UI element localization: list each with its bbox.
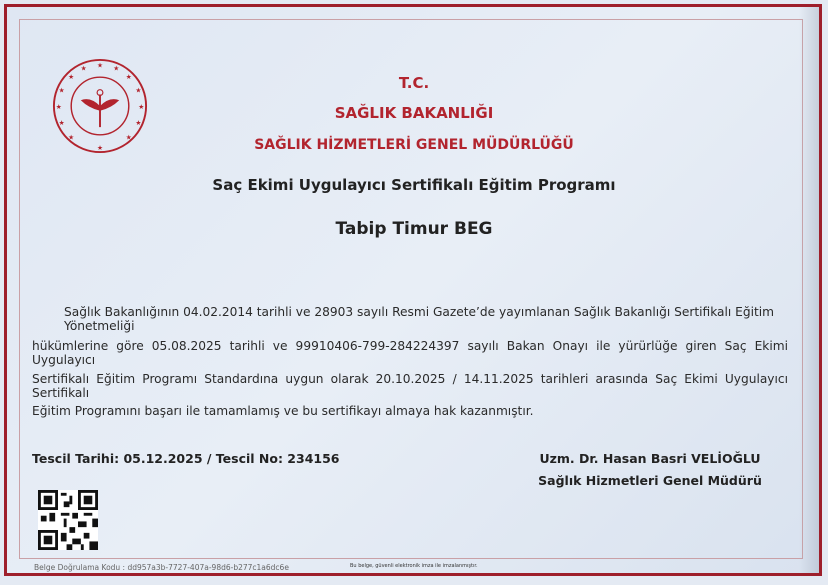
svg-text:★: ★ bbox=[80, 64, 87, 73]
svg-text:★: ★ bbox=[96, 144, 104, 153]
signatory-title: Sağlık Hizmetleri Genel Müdürü bbox=[538, 473, 762, 488]
body-text-line: hükümlerine göre 05.08.2025 tarihli ve 99910406-799-284224397 sayılı Bakan Onayı ile yürürlüğe giren Saç Ekimi Uygulayıcı bbox=[32, 339, 788, 367]
verification-code: Belge Doğrulama Kodu : dd957a3b-7727-407a-98d6-b277c1a6dc6e bbox=[34, 563, 289, 572]
header-directorate: SAĞLIK HİZMETLERİ GENEL MÜDÜRLÜĞÜ bbox=[254, 137, 574, 153]
svg-text:★: ★ bbox=[68, 73, 75, 82]
e-signature-note: Bu belge, güvenli elektronik imza ile imzalanmıştır. bbox=[350, 563, 478, 569]
signatory-name: Uzm. Dr. Hasan Basri VELİOĞLU bbox=[539, 451, 761, 466]
svg-text:★: ★ bbox=[135, 86, 142, 95]
svg-text:★: ★ bbox=[58, 86, 65, 95]
svg-text:★: ★ bbox=[96, 61, 104, 70]
body-text-line: Eğitim Programını başarı ile tamamlamış ve bu sertifikayı almaya hak kazanmıştır. bbox=[32, 404, 534, 418]
svg-text:★: ★ bbox=[68, 133, 75, 142]
svg-text:★: ★ bbox=[113, 64, 120, 73]
svg-text:★: ★ bbox=[125, 133, 132, 142]
registration-info: Tescil Tarihi: 05.12.2025 / Tescil No: 234156 bbox=[32, 451, 340, 466]
qr-code[interactable] bbox=[38, 490, 98, 550]
svg-text:★: ★ bbox=[55, 102, 62, 111]
header-ministry: SAĞLIK BAKANLIĞI bbox=[334, 104, 494, 122]
program-title: Saç Ekimi Uygulayıcı Sertifikalı Eğitim Programı bbox=[212, 176, 616, 194]
svg-text:★: ★ bbox=[125, 73, 132, 82]
recipient-name: Tabip Timur BEG bbox=[335, 219, 493, 239]
svg-text:★: ★ bbox=[58, 119, 65, 128]
header-tc: T.C. bbox=[398, 74, 430, 92]
body-text-line: Sağlık Bakanlığının 04.02.2014 tarihli ve 28903 sayılı Resmi Gazete’de yayımlanan Sağlık Bakanlığı Sertifikalı Eğitim Yönetmeliği bbox=[64, 305, 775, 333]
svg-text:★: ★ bbox=[138, 102, 145, 111]
body-text-line: Sertifikalı Eğitim Programı Standardına uygun olarak 20.10.2025 / 14.11.2025 tarihleri arasında Saç Ekimi Uygulayıcı Sertifikalı bbox=[32, 372, 788, 400]
svg-text:★: ★ bbox=[135, 119, 142, 128]
